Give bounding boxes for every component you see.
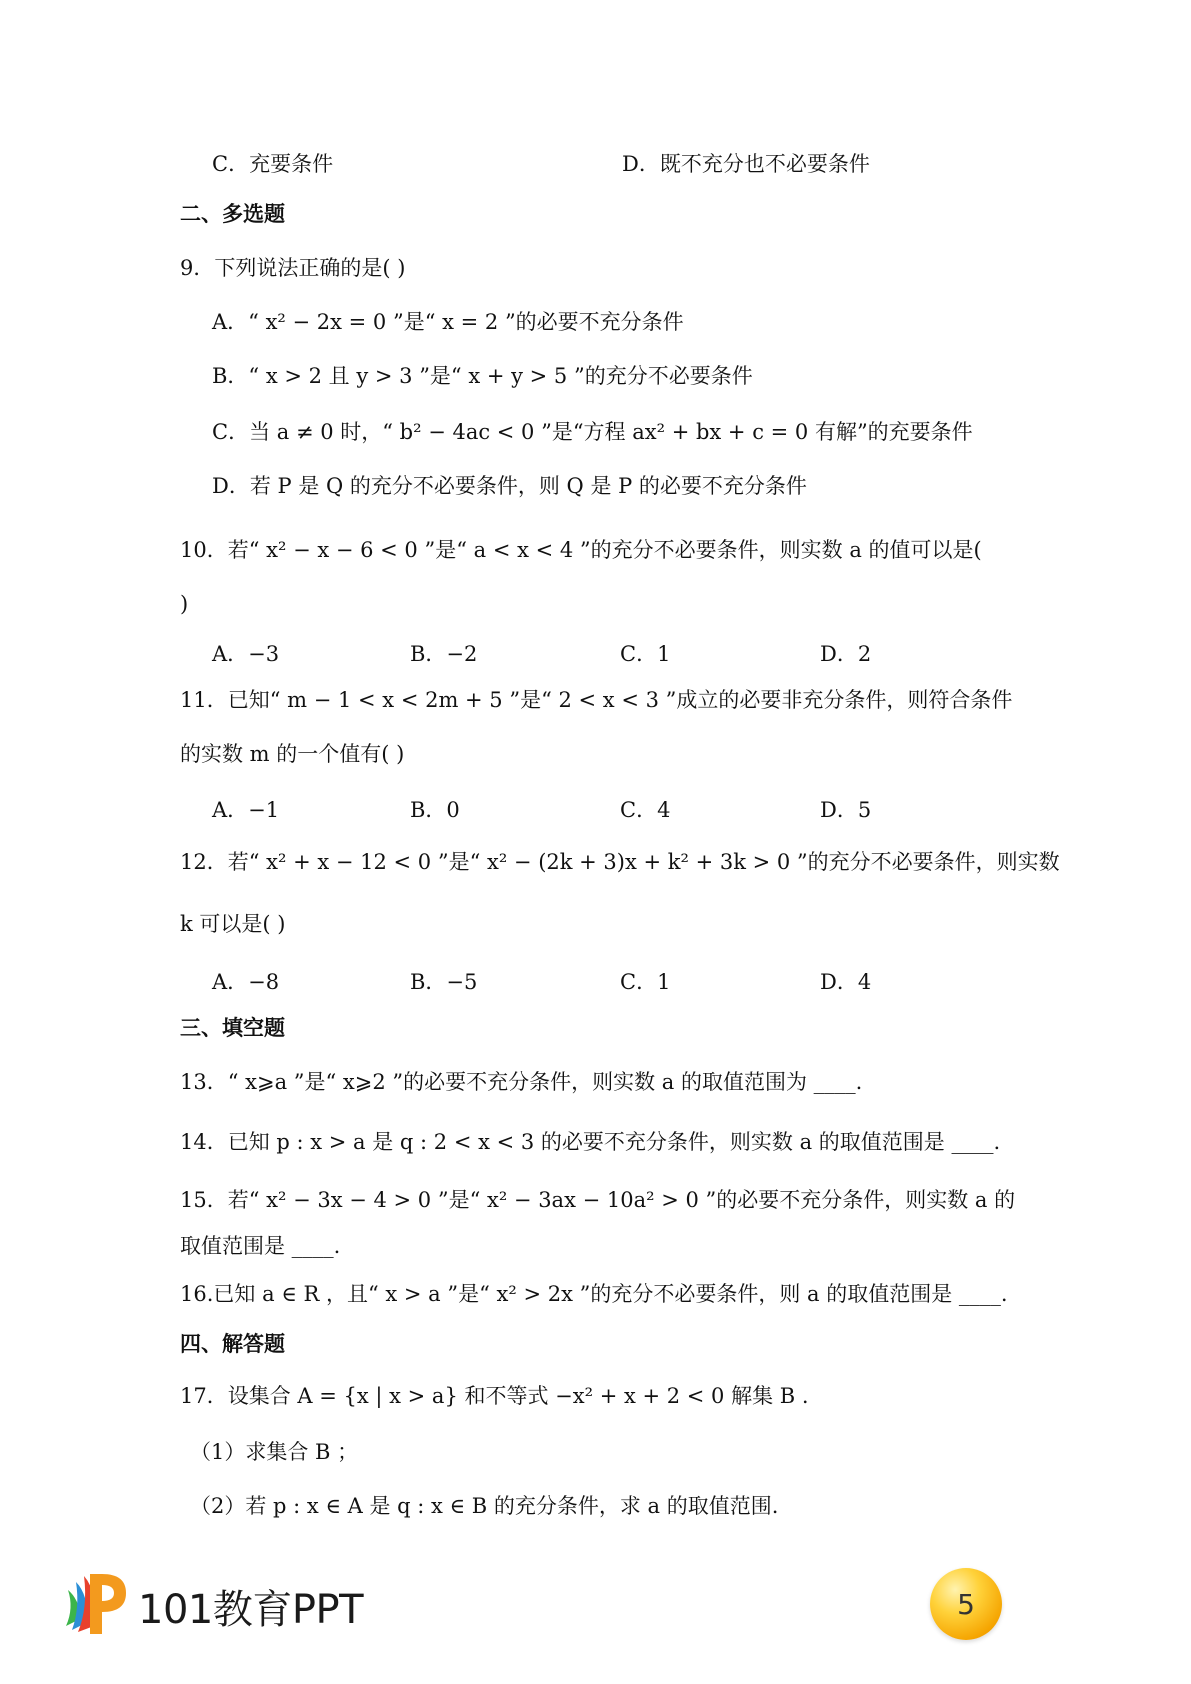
brand-logo [60, 1568, 380, 1638]
q9-option-d: D．若 P 是 Q 的充分不必要条件，则 Q 是 P 的必要不充分条件 [212, 474, 807, 498]
question-10-line-1: 10．若“ x² − x − 6 < 0 ”是“ a < x < 4 ”的充分不必要条件，则实数 a 的值可以是( [180, 538, 982, 562]
question-14: 14．已知 p : x > a 是 q : 2 < x < 3 的必要不充分条件，则实数 a 的取值范围是 ____. [180, 1130, 1001, 1154]
q17-part-2: （2）若 p : x ∈ A 是 q : x ∈ B 的充分条件，求 a 的取值范围. [190, 1494, 779, 1518]
q12-option-c: C．1 [620, 970, 671, 994]
question-17: 17．设集合 A = {x | x > a} 和不等式 −x² + x + 2 < 0 解集 B . [180, 1384, 809, 1408]
q11-option-d: D．5 [820, 798, 872, 822]
q9-option-a: A．“ x² − 2x = 0 ”是“ x = 2 ”的必要不充分条件 [212, 310, 684, 334]
q12-option-a: A．−8 [212, 970, 280, 994]
question-12-line-2: k 可以是( ) [180, 912, 286, 936]
q9-option-c: C．当 a ≠ 0 时，“ b² − 4ac < 0 ”是“方程 ax² + bx + c = 0 有解”的充要条件 [212, 420, 973, 444]
q8-option-d: D．既不充分也不必要条件 [622, 152, 870, 176]
question-9: 9．下列说法正确的是( ) [180, 256, 406, 280]
question-12-line-1: 12．若“ x² + x − 12 < 0 ”是“ x² − (2k + 3)x + k² + 3k > 0 ”的充分不必要条件，则实数 [180, 850, 1060, 874]
logo-icon [60, 1568, 134, 1638]
q11-option-b: B．0 [410, 798, 460, 822]
question-10-line-2: ) [180, 592, 189, 616]
q8-option-c: C．充要条件 [212, 152, 334, 176]
question-15-line-2: 取值范围是 ____. [180, 1234, 341, 1258]
q10-option-a: A．−3 [212, 642, 280, 666]
q10-option-d: D．2 [820, 642, 872, 666]
logo-text: 101教育PPT [138, 1587, 364, 1633]
q9-option-b: B．“ x > 2 且 y > 3 ”是“ x + y > 5 ”的充分不必要条件 [212, 364, 753, 388]
q12-option-b: B．−5 [410, 970, 478, 994]
q12-option-d: D．4 [820, 970, 872, 994]
question-11-line-2: 的实数 m 的一个值有( ) [180, 742, 405, 766]
q10-option-c: C．1 [620, 642, 671, 666]
page-number-badge [930, 1568, 1002, 1640]
section-heading-answer: 四、解答题 [180, 1332, 285, 1356]
q11-option-a: A．−1 [212, 798, 280, 822]
q11-option-c: C．4 [620, 798, 671, 822]
q17-part-1: （1）求集合 B ； [190, 1440, 359, 1464]
q10-option-b: B．−2 [410, 642, 478, 666]
question-15-line-1: 15．若“ x² − 3x − 4 > 0 ”是“ x² − 3ax − 10a² > 0 ”的必要不充分条件，则实数 a 的 [180, 1188, 1016, 1212]
question-11-line-1: 11．已知“ m − 1 < x < 2m + 5 ”是“ 2 < x < 3 ”成立的必要非充分条件，则符合条件 [180, 688, 1013, 712]
page-number: 5 [957, 1587, 975, 1621]
section-heading-fill-in: 三、填空题 [180, 1016, 285, 1040]
section-heading-multiple-choice: 二、多选题 [180, 202, 285, 226]
question-13: 13．“ x⩾a ”是“ x⩾2 ”的必要不充分条件，则实数 a 的取值范围为 ____. [180, 1070, 863, 1094]
question-16: 16.已知 a ∈ R ，且“ x > a ”是“ x² > 2x ”的充分不必要条件，则 a 的取值范围是 ____. [180, 1282, 1008, 1306]
